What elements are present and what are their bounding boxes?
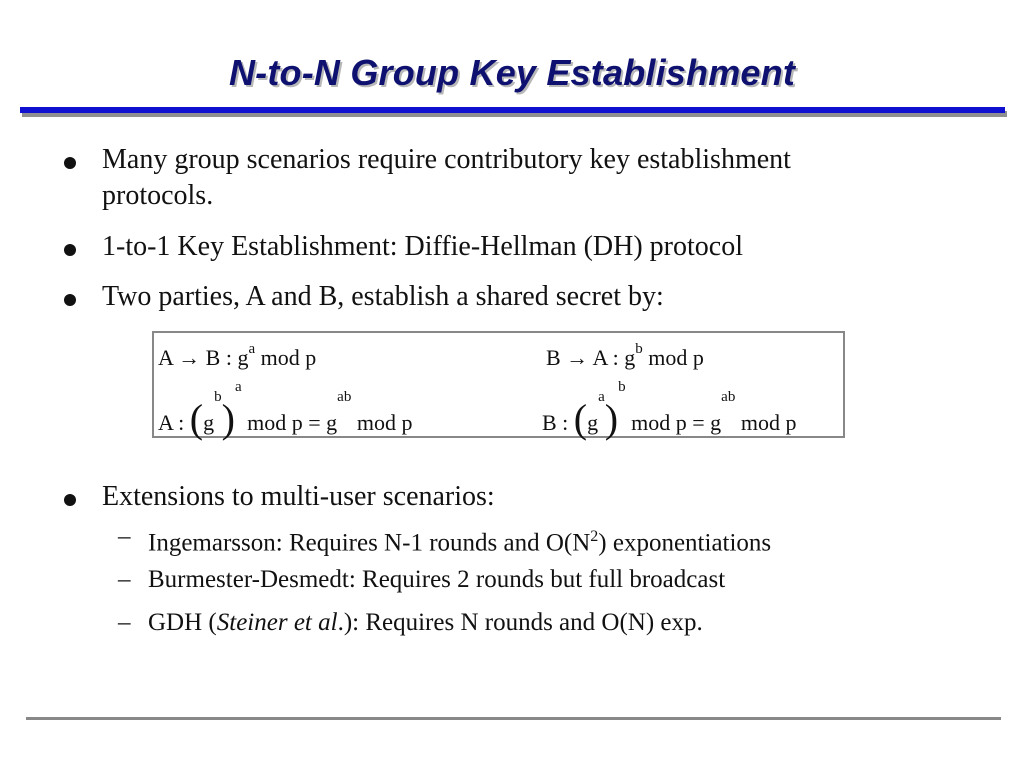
bullet-text: 1-to-1 Key Establishment: Diffie-Hellman (DH) protocol — [102, 231, 743, 262]
eq-close-paren: ) — [221, 396, 235, 441]
bullet-text: Extensions to multi-user scenarios: — [102, 481, 495, 512]
eq-exponent: ab — [721, 389, 736, 405]
eq-rest: mod p — [735, 410, 797, 435]
sub-bullet-text: Burmester-Desmedt: Requires 2 rounds but full broadcast — [148, 566, 726, 593]
eq-open-paren: ( — [573, 396, 588, 441]
bullet-text: Many group scenarios require contributory key establishment — [102, 144, 791, 175]
sub-bullet-suffix: .): Requires N rounds and O(N) exp. — [337, 609, 703, 636]
sub-bullet-italic: Steiner et al — [216, 609, 338, 636]
eq-open-paren: ( — [189, 396, 204, 441]
eq-lhs: A → B : g — [158, 345, 249, 370]
eq-lhs: B : — [542, 410, 574, 435]
eq-lhs: A : — [158, 410, 190, 435]
bullet-text: Two parties, A and B, establish a shared secret by: — [102, 281, 664, 312]
eq-lhs: B → A : g — [546, 345, 636, 370]
sub-bullet-superscript: 2 — [590, 528, 599, 545]
eq-close-paren: ) — [604, 396, 619, 441]
footer-rule — [26, 717, 1001, 720]
bullet-dot-icon — [64, 494, 76, 506]
eq-rest: mod p — [351, 410, 413, 435]
sub-bullet-prefix: GDH ( — [148, 609, 217, 636]
equation-a-secret — [158, 379, 413, 441]
bullet-dot-icon — [64, 157, 76, 169]
eq-exponent: ab — [337, 389, 352, 405]
sub-bullet-dash: – — [118, 523, 131, 550]
eq-outer-exponent: a — [234, 379, 242, 395]
dh-equation-box — [152, 331, 845, 441]
eq-inner-exponent: b — [214, 389, 222, 405]
eq-mid: mod p = g — [625, 410, 722, 435]
equation-a-to-b — [158, 341, 317, 371]
eq-exponent: a — [248, 341, 256, 357]
eq-exponent: b — [635, 341, 643, 357]
eq-rest: mod p — [255, 345, 317, 370]
sub-bullet-dash: – — [118, 609, 131, 636]
bullet-text: protocols. — [102, 180, 214, 211]
bullet-dot-icon — [64, 244, 76, 256]
sub-bullet-text — [148, 522, 771, 558]
title-rule — [20, 107, 1005, 113]
sub-bullet-suffix: ) exponentiations — [598, 529, 772, 557]
eq-base: g — [203, 410, 215, 435]
eq-mid: mod p = g — [241, 410, 338, 435]
equation-b-to-a — [546, 341, 704, 371]
sub-bullet-dash: – — [118, 566, 131, 593]
eq-outer-exponent: b — [618, 379, 626, 395]
bullet-dot-icon — [64, 294, 76, 306]
eq-rest: mod p — [642, 345, 704, 370]
sub-bullet-prefix: Ingemarsson: Requires N-1 rounds and O(N — [148, 529, 591, 557]
sub-bullet-text — [148, 608, 703, 638]
eq-inner-exponent: a — [598, 389, 605, 405]
eq-base: g — [587, 410, 599, 435]
slide-title: N-to-N Group Key Establishment — [228, 52, 796, 93]
equation-b-secret — [542, 379, 797, 441]
